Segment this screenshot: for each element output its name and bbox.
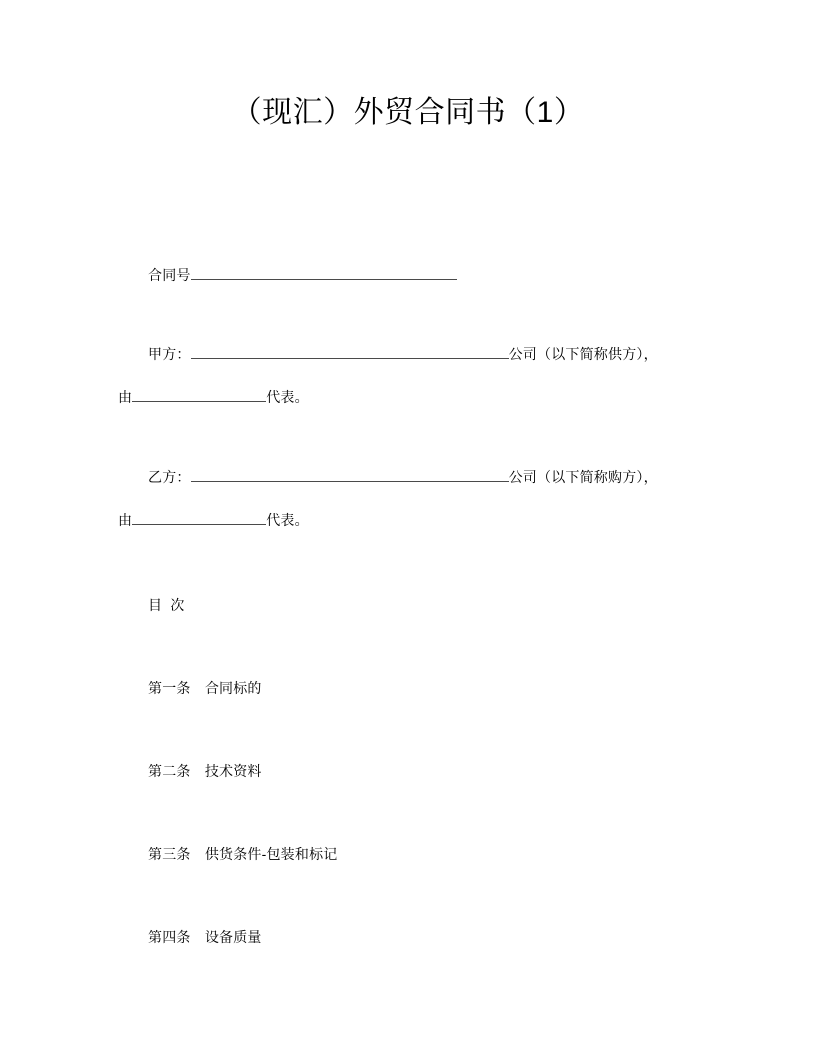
party-b-name-input[interactable] [191,466,509,482]
party-a-suffix: 公司（以下简称供方）， [508,346,658,362]
toc-item-title: 供货条件-包装和标记 [204,846,338,862]
party-a-representative-prefix: 由 [118,389,133,405]
party-b-line [148,466,658,488]
party-a-label: 甲方： [148,346,191,362]
toc-item-number: 第一条 [148,680,191,696]
toc-item [148,843,337,865]
party-b-representative-suffix: 代表。 [266,512,309,528]
toc-item [148,677,262,699]
toc-item-gap [191,929,205,945]
toc-item-number: 第四条 [148,929,191,945]
party-b-suffix: 公司（以下简称购方）， [508,469,658,485]
party-b-representative-line [118,509,309,531]
toc-item-title: 设备质量 [204,929,262,945]
toc-item [148,926,262,948]
party-a-name-input[interactable] [191,343,509,359]
toc-item-number: 第三条 [148,846,191,862]
toc-item-number: 第二条 [148,763,191,779]
party-a-line [148,343,658,365]
party-b-representative-input[interactable] [132,509,266,525]
party-b-label: 乙方： [148,469,191,485]
party-a-representative-line [118,386,309,408]
contract-number-label: 合同号 [148,267,191,283]
party-a-representative-suffix: 代表。 [266,389,309,405]
toc-item-gap [191,846,205,862]
party-b-representative-prefix: 由 [118,512,133,528]
toc-item-gap [191,763,205,779]
toc-item-title: 合同标的 [204,680,262,696]
party-a-representative-input[interactable] [132,386,266,402]
toc-item-title: 技术资料 [204,763,262,779]
contract-number-line [148,264,457,286]
toc-item-gap [191,680,205,696]
toc-heading: 目 次 [148,597,185,613]
page-title: （现汇）外贸合同书（1） [231,96,585,129]
contract-number-input[interactable] [191,264,457,280]
toc-item [148,760,262,782]
